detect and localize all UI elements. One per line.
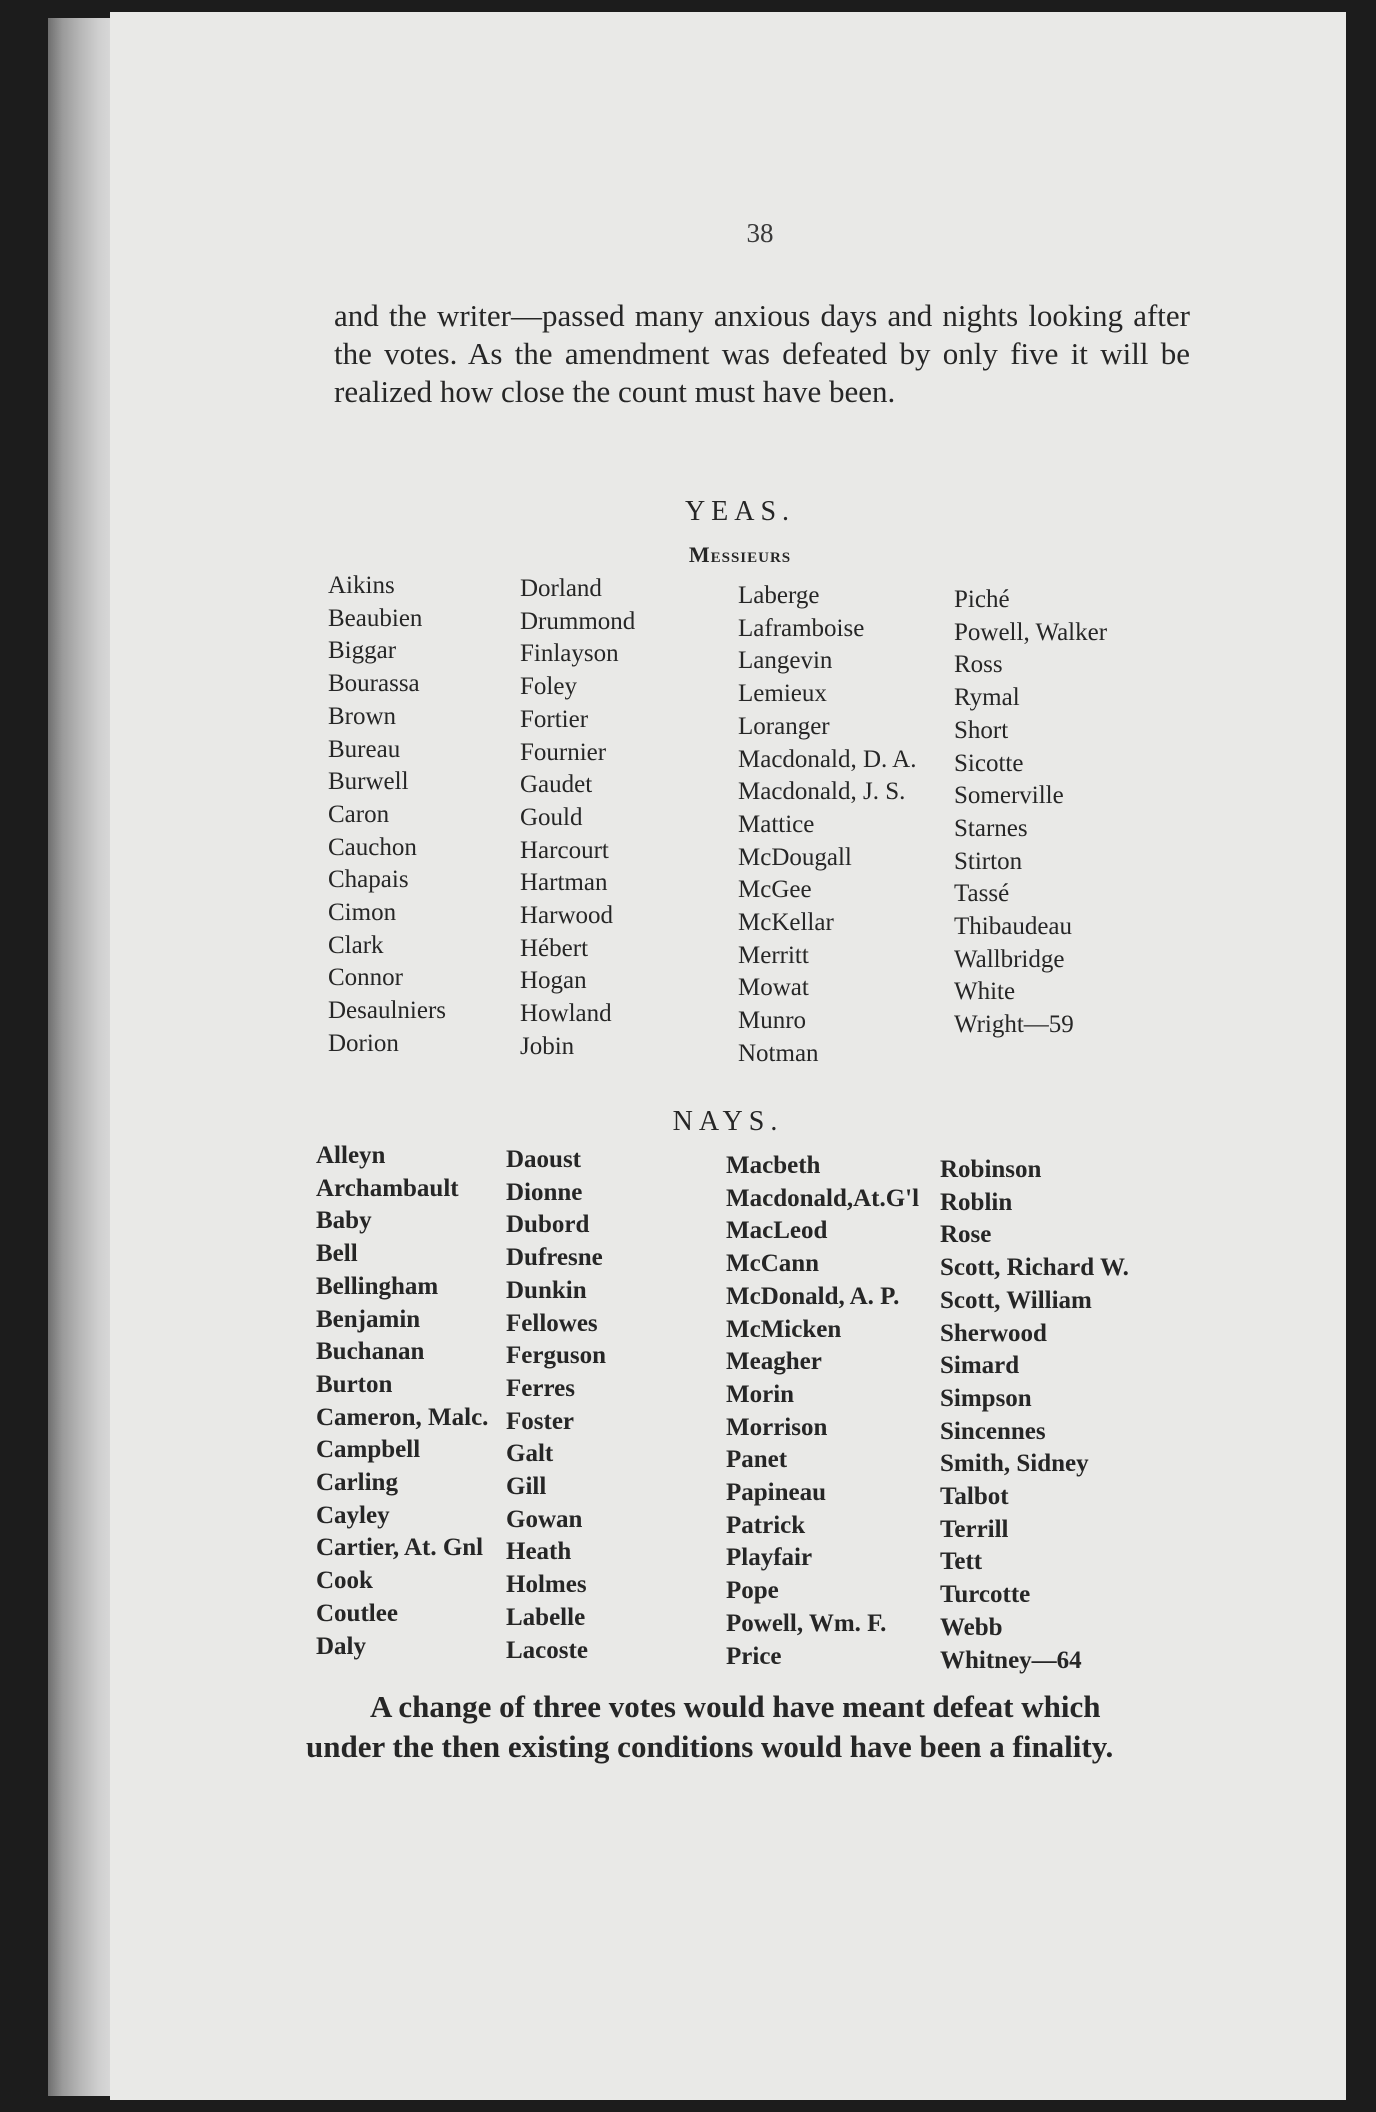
member-name: McMicken: [726, 1315, 842, 1343]
member-name: Daoust: [506, 1146, 582, 1173]
member-name: Holmes: [506, 1571, 587, 1599]
member-name: Terrill: [940, 1515, 1009, 1543]
member-name: Stirton: [954, 847, 1023, 875]
member-name: Gould: [520, 803, 583, 831]
member-name: Smith, Sidney: [940, 1450, 1089, 1478]
book-page: [110, 12, 1346, 2100]
member-name: Archambault: [316, 1174, 459, 1202]
member-name: Scott, Richard W.: [940, 1254, 1129, 1282]
member-name: Pope: [726, 1577, 779, 1605]
member-name: Sherwood: [940, 1319, 1047, 1347]
member-name: Daly: [316, 1632, 366, 1660]
member-name: Harwood: [520, 902, 614, 930]
member-name: Sincennes: [940, 1417, 1046, 1445]
page-number: 38: [746, 218, 774, 248]
member-name: Price: [726, 1642, 782, 1670]
member-name: Harcourt: [520, 836, 609, 864]
member-name: Baby: [316, 1207, 372, 1235]
member-name: Morrison: [726, 1413, 828, 1441]
member-name: Dorland: [520, 575, 602, 602]
member-name: Dubord: [506, 1211, 590, 1239]
nays-column-3: [726, 1150, 919, 1673]
yeas-column-3: [738, 580, 916, 1071]
member-name: Clark: [328, 931, 384, 959]
member-name: Desaulniers: [328, 997, 447, 1025]
member-name: Carling: [316, 1469, 398, 1497]
member-name: Ferres: [506, 1374, 575, 1402]
member-name: Cauchon: [328, 833, 417, 861]
member-name: Powell, Wm. F.: [726, 1609, 887, 1637]
member-name: Biggar: [328, 637, 397, 665]
member-name: Galt: [506, 1440, 554, 1468]
member-name: Robinson: [940, 1156, 1042, 1183]
member-name: Jobin: [520, 1032, 575, 1060]
member-name: Dorion: [328, 1029, 399, 1057]
member-name: Macbeth: [726, 1152, 821, 1179]
member-name: Piché: [954, 586, 1010, 613]
yeas-heading: YEAS.: [684, 496, 796, 527]
member-name: Caron: [328, 800, 390, 828]
member-name: Aikins: [328, 572, 395, 599]
member-name: Ferguson: [506, 1342, 606, 1370]
member-name: Cayley: [316, 1501, 390, 1529]
member-name: Meagher: [726, 1348, 822, 1376]
member-name: Webb: [940, 1613, 1003, 1641]
member-name: Fournier: [520, 738, 607, 766]
member-name: Brown: [328, 702, 397, 730]
member-name: Whitney—64: [940, 1646, 1082, 1674]
member-name: Howland: [520, 1000, 612, 1028]
member-name: Coutlee: [316, 1599, 398, 1627]
member-name: Benjamin: [316, 1305, 421, 1333]
member-name: Fortier: [520, 705, 589, 733]
member-name: Simpson: [940, 1384, 1032, 1412]
member-name: Tett: [940, 1548, 983, 1576]
member-name: McGee: [738, 876, 812, 904]
nays-heading: NAYS.: [672, 1106, 784, 1137]
member-name: Campbell: [316, 1436, 421, 1464]
member-name: Finlayson: [520, 640, 619, 668]
member-name: Rose: [940, 1221, 992, 1249]
member-name: Langevin: [738, 647, 833, 675]
member-name: Tassé: [954, 880, 1010, 908]
member-name: Cameron, Malc.: [316, 1403, 489, 1431]
member-name: Fellowes: [506, 1309, 598, 1337]
member-name: Wright—59: [954, 1011, 1074, 1039]
member-name: Cook: [316, 1567, 373, 1595]
member-name: Panet: [726, 1446, 788, 1474]
member-name: Talbot: [940, 1483, 1009, 1511]
member-name: McDougall: [738, 843, 852, 871]
member-name: Bell: [316, 1240, 358, 1268]
member-name: Bellingham: [316, 1272, 439, 1300]
member-name: Loranger: [738, 712, 830, 740]
member-name: Short: [954, 716, 1009, 744]
member-name: Drummond: [520, 607, 636, 635]
member-name: Ross: [954, 651, 1003, 679]
member-name: Labelle: [506, 1603, 586, 1631]
member-name: Thibaudeau: [954, 913, 1073, 941]
member-name: Munro: [738, 1007, 807, 1035]
member-name: Buchanan: [316, 1338, 425, 1366]
member-name: Burwell: [328, 768, 409, 796]
member-name: Gaudet: [520, 771, 593, 799]
member-name: Alleyn: [316, 1142, 386, 1169]
member-name: Papineau: [726, 1479, 827, 1507]
member-name: Gill: [506, 1473, 547, 1501]
member-name: Patrick: [726, 1511, 806, 1539]
closing-paragraph: A change of three votes would have meant defeat which under the then existing conditions would have been a finality.: [306, 1689, 1114, 1764]
member-name: Dionne: [506, 1178, 583, 1206]
member-name: Burton: [316, 1370, 393, 1398]
member-name: Laberge: [738, 582, 820, 609]
member-name: Hartman: [520, 869, 608, 897]
member-name: Rymal: [954, 684, 1020, 712]
member-name: Beaubien: [328, 604, 423, 632]
member-name: Macdonald, D. A.: [738, 745, 917, 773]
member-name: Powell, Walker: [954, 618, 1108, 646]
member-name: Dunkin: [506, 1276, 587, 1304]
member-name: Notman: [738, 1039, 819, 1067]
member-name: Macdonald, J. S.: [738, 778, 906, 806]
member-name: White: [954, 978, 1016, 1006]
member-name: Mowat: [738, 974, 809, 1002]
member-name: Scott, William: [940, 1286, 1092, 1314]
member-name: Heath: [506, 1538, 572, 1566]
nays-column-4: [940, 1154, 1129, 1677]
member-name: Mattice: [738, 810, 815, 838]
member-name: Gowan: [506, 1505, 583, 1533]
member-name: Lemieux: [738, 680, 827, 708]
member-name: Playfair: [726, 1544, 813, 1572]
member-name: Turcotte: [940, 1581, 1031, 1609]
member-name: Hogan: [520, 967, 587, 995]
member-name: Dufresne: [506, 1244, 603, 1272]
intro-paragraph: and the writer—passed many anxious days and nights looking after the votes. As the amendment was defeated by only five it will be realized how close the count must have been.: [334, 298, 1190, 409]
member-name: Simard: [940, 1352, 1020, 1380]
member-name: Starnes: [954, 814, 1028, 842]
yeas-column-1: [328, 570, 446, 1061]
member-name: Lacoste: [506, 1636, 588, 1664]
member-name: Cartier, At. Gnl: [316, 1534, 484, 1562]
member-name: Foley: [520, 673, 577, 701]
member-name: Morin: [726, 1380, 795, 1408]
member-name: Merritt: [738, 941, 809, 969]
nays-column-2: [506, 1144, 606, 1667]
member-name: McKellar: [738, 909, 834, 937]
member-name: Wallbridge: [954, 945, 1065, 973]
yeas-column-2: [520, 573, 635, 1064]
member-name: Cimon: [328, 899, 397, 927]
member-name: Foster: [506, 1407, 575, 1435]
nays-column-1: [316, 1140, 488, 1663]
member-name: Hébert: [520, 934, 589, 962]
member-name: Laframboise: [738, 614, 865, 642]
member-name: MacLeod: [726, 1217, 828, 1245]
yeas-column-4: [954, 584, 1107, 1042]
member-name: Bourassa: [328, 670, 420, 698]
member-name: Sicotte: [954, 749, 1024, 777]
member-name: Chapais: [328, 866, 409, 894]
member-name: Somerville: [954, 782, 1064, 810]
member-name: McDonald, A. P.: [726, 1282, 900, 1310]
yeas-subheading: Messieurs: [688, 542, 792, 567]
member-name: McCann: [726, 1250, 820, 1278]
member-name: Roblin: [940, 1188, 1013, 1216]
member-name: Connor: [328, 964, 403, 992]
member-name: Macdonald,At.G'l: [726, 1184, 920, 1212]
member-name: Bureau: [328, 735, 401, 763]
